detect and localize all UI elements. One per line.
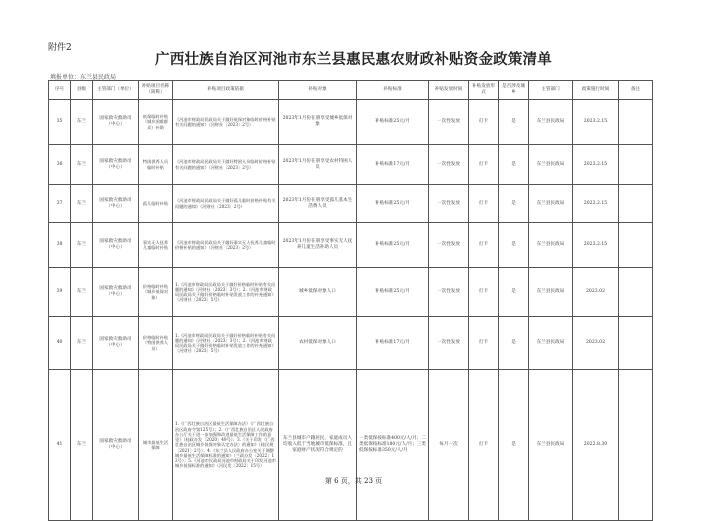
target-cell: 2023年1月份在册享受农村特困人员 (279, 145, 357, 185)
header-cell: 序号 (49, 81, 71, 100)
table-row (49, 370, 653, 521)
form-cell: 打卡 (469, 268, 499, 317)
rural-cell: 是 (499, 268, 529, 317)
period-cell: 一次性发放 (429, 100, 469, 145)
start-date-cell: 2023.2.15 (573, 185, 619, 223)
department-cell: 国家救灾救助司（中心） (93, 145, 139, 185)
start-date-cell: 2023.2.15 (573, 145, 619, 185)
row-number: 35 (49, 100, 71, 145)
policy-basis-cell: 1.《河池市财政局民政局关于做好价格临时补贴有关问题的通知》（河财社〔2023〕3号）；2.《河池市财政局民政局关于做好价格临时补贴发放工作的补充通知》（河财社〔2023〕5号） (173, 268, 279, 317)
target-cell: 农村低保对象人口 (279, 317, 357, 370)
page-title: 广西壮族自治区河池市东兰县惠民惠农财政补贴资金政策清单 (155, 51, 552, 68)
form-cell: 打卡 (469, 317, 499, 370)
county-cell: 东兰 (71, 145, 93, 185)
period-cell: 一次性发放 (429, 268, 469, 317)
standard-cell: 补贴标准17元/月 (357, 145, 429, 185)
reporting-unit: 填报单位：东兰县民政局 (50, 74, 117, 81)
rural-cell: 是 (499, 100, 529, 145)
subsidy-item-cell: 孤儿临时补贴 (139, 185, 173, 223)
standard-cell: 一类低保按标准400元/人/月；二类低保按标准180元/人/月；三类低保按标准350元/人/月 (357, 370, 429, 521)
note-cell (619, 145, 653, 185)
row-number: 39 (49, 268, 71, 317)
county-cell: 东兰 (71, 317, 93, 370)
department-cell: 国家救灾救助司（中心） (93, 223, 139, 268)
target-cell: 2023年1月份在册享受事实无人抚养儿童生活补助人员 (279, 223, 357, 268)
table-row (49, 268, 653, 317)
county-cell: 东兰 (71, 268, 93, 317)
policy-basis-cell: 《河池市财政局民政局关于做好低保对象临时价格补贴有关问题的通知》（河财社〔2023〕2号） (173, 100, 279, 145)
manage-dept-cell: 东兰县民政局 (529, 370, 573, 521)
row-number: 41 (49, 370, 71, 521)
standard-cell: 补贴标准25元/月 (357, 268, 429, 317)
note-cell (619, 185, 653, 223)
department-cell: 国家救灾救助司（中心） (93, 370, 139, 521)
header-cell: 主管部门 (529, 81, 573, 100)
department-cell: 国家救灾救助司（中心） (93, 317, 139, 370)
start-date-cell: 2023.2.15 (573, 100, 619, 145)
attachment-label: 附件2 (48, 43, 72, 53)
header-cell: 县级 (71, 81, 93, 100)
county-cell: 东兰 (71, 100, 93, 145)
table-row (49, 223, 653, 268)
table-row (49, 100, 653, 145)
rural-cell: 是 (499, 223, 529, 268)
target-cell: 城乡低保对象人口 (279, 268, 357, 317)
standard-cell: 补贴标准17元/月 (357, 317, 429, 370)
note-cell (619, 223, 653, 268)
start-date-cell: 2023.02 (573, 268, 619, 317)
period-cell: 一次性发放 (429, 223, 469, 268)
header-cell: 主管部门（单位） (93, 81, 139, 100)
manage-dept-cell: 东兰县民政局 (529, 185, 573, 223)
header-cell: 补贴对象 (279, 81, 357, 100)
policy-table (48, 80, 653, 521)
header-cell: 补贴标准 (357, 81, 429, 100)
policy-basis-cell: 《河池市财政局民政局关于做好事实无人抚养儿童临时价格补贴的通知》（河财社〔2023〕2号） (173, 223, 279, 268)
subsidy-item-cell: 低保临时补贴（城乡困难群众）补助 (139, 100, 173, 145)
rural-cell: 是 (499, 317, 529, 370)
row-number: 38 (49, 223, 71, 268)
department-cell: 国家救灾救助司（中心） (93, 185, 139, 223)
subsidy-item-cell: 事实无人抚养儿童临时补贴 (139, 223, 173, 268)
start-date-cell: 2023.2.15 (573, 223, 619, 268)
policy-basis-cell: 《河池市财政局民政局关于做好孤儿临时价格补贴有关问题的通知》（河财社〔2023〕2号） (173, 185, 279, 223)
manage-dept-cell: 东兰县民政局 (529, 223, 573, 268)
table-row (49, 185, 653, 223)
row-number: 40 (49, 317, 71, 370)
header-cell: 补贴项目名称（简称） (139, 81, 173, 100)
rural-cell: 是 (499, 145, 529, 185)
subsidy-item-cell: 价格临时补贴（城乡低保对象） (139, 268, 173, 317)
period-cell: 一次性发放 (429, 317, 469, 370)
policy-basis-cell: 1.《广西壮族自治区最低生活保障办法》（广西壮族自治区政府令第125号）；2.《广西壮族自治区人民政府办公厅关于进一步加强和改进最低生活保障工作的意见》（桂政办发〔2020〕49号）；3.《关于印发〈广西壮族自治区城乡低保对象认定办法〉的通知》（桂民规〔2021〕2号）；4.《东兰县人民政府办公室关于调整城乡最低生活保障标准的通知》（兰政办发〔2022〕12号）；5.《河池市民政局河池市财政局关于印发河池市城乡低保标准的通知》（河民发〔2022〕15号） (173, 370, 279, 521)
policy-basis-cell: 1.《河池市财政局民政局关于做好价格临时补贴有关问题的通知》（河财社〔2023〕3号）；2.《河池市财政局民政局关于做好价格临时补贴发放工作的补充通知》（河财社〔2023〕5号） (173, 317, 279, 370)
period-cell: 一次性发放 (429, 185, 469, 223)
standard-cell: 补贴标准25元/月 (357, 185, 429, 223)
table-row (49, 145, 653, 185)
header-cell: 是否涉及城乡 (499, 81, 529, 100)
row-number: 37 (49, 185, 71, 223)
county-cell: 东兰 (71, 370, 93, 521)
subsidy-item-cell: 价格临时补贴（特困供养人员） (139, 317, 173, 370)
department-cell: 国家救灾救助司（中心） (93, 268, 139, 317)
form-cell: 打卡 (469, 185, 499, 223)
form-cell: 打卡 (469, 100, 499, 145)
header-cell: 补贴发放时间 (429, 81, 469, 100)
header-cell: 补贴项目政策依据 (173, 81, 279, 100)
period-cell: 每月一次 (429, 370, 469, 521)
manage-dept-cell: 东兰县民政局 (529, 268, 573, 317)
table-header-row (49, 81, 653, 100)
manage-dept-cell: 东兰县民政局 (529, 317, 573, 370)
department-cell: 国家救灾救助司（中心） (93, 100, 139, 145)
manage-dept-cell: 东兰县民政局 (529, 100, 573, 145)
rural-cell: 是 (499, 370, 529, 521)
target-cell: 2023年1月份在册享受城乡低保对象 (279, 100, 357, 145)
subsidy-item-cell: 特困供养人员临时补贴 (139, 145, 173, 185)
start-date-cell: 2023.02 (573, 317, 619, 370)
target-cell: 2023年1月份在册享受孤儿基本生活费人员 (279, 185, 357, 223)
form-cell: 打卡 (469, 145, 499, 185)
county-cell: 东兰 (71, 185, 93, 223)
header-cell: 备注 (619, 81, 653, 100)
manage-dept-cell: 东兰县民政局 (529, 145, 573, 185)
county-cell: 东兰 (71, 223, 93, 268)
table-row (49, 317, 653, 370)
policy-basis-cell: 《河池市财政局民政局关于做好特困人员临时价格补贴有关问题的通知》（河财社〔2023〕2号） (173, 145, 279, 185)
period-cell: 一次性发放 (429, 145, 469, 185)
header-cell: 补贴发放形式 (469, 81, 499, 100)
target-cell: 东兰县城市户籍居民，家庭成员人均收入低于当地城市低保标准，且家庭财产状况符合规定的 (279, 370, 357, 521)
note-cell (619, 268, 653, 317)
note-cell (619, 100, 653, 145)
row-number: 36 (49, 145, 71, 185)
standard-cell: 补贴标准25元/月 (357, 223, 429, 268)
start-date-cell: 2022.8.30 (573, 370, 619, 521)
note-cell (619, 317, 653, 370)
form-cell: 打卡 (469, 370, 499, 521)
header-cell: 政策施行时间 (573, 81, 619, 100)
note-cell (619, 370, 653, 521)
standard-cell: 补贴标准25元/月 (357, 100, 429, 145)
page-footer: 第 6 页，共 23 页 (324, 477, 383, 485)
subsidy-item-cell: 城市最低生活保障 (139, 370, 173, 521)
form-cell: 打卡 (469, 223, 499, 268)
rural-cell: 是 (499, 185, 529, 223)
